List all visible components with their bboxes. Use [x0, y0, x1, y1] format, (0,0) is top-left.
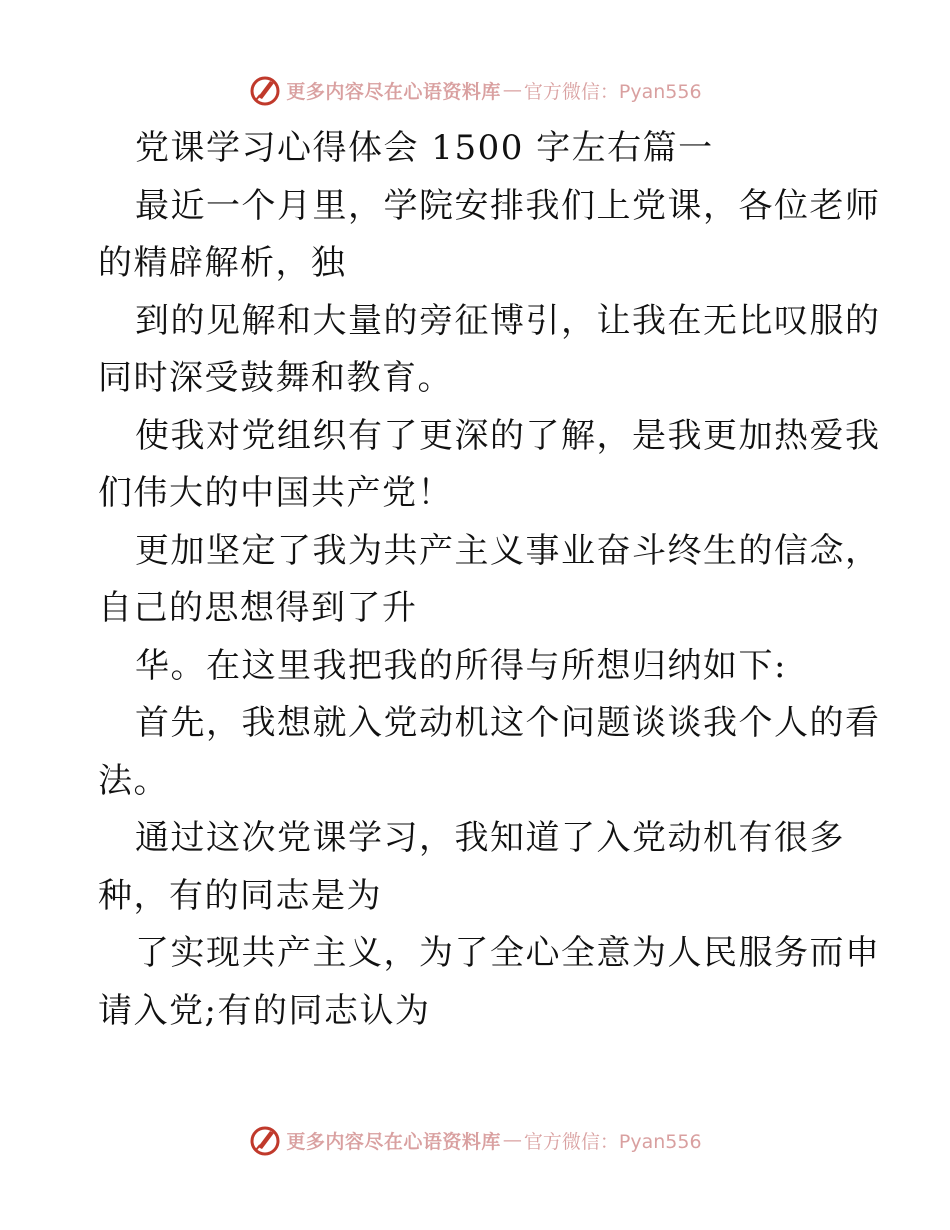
text-line: 法。 — [98, 760, 169, 801]
footer-banner-text: 更多内容尽在心语资料库 — [286, 1130, 501, 1153]
quill-logo-icon — [248, 1123, 282, 1157]
header-wechat: 官方微信：Pyan556 — [523, 80, 702, 103]
footer-watermark — [0, 1120, 950, 1160]
footer-separator: — — [502, 1129, 522, 1151]
header-banner-text: 更多内容尽在心语资料库 — [286, 80, 501, 103]
text-line: 自己的思想得到了升 — [98, 588, 418, 628]
text-line: 请入党;有的同志认为 — [98, 990, 431, 1031]
text-line: 种，有的同志是为 — [98, 875, 382, 916]
text-line: 同时深受鼓舞和教育。 — [98, 358, 453, 398]
document-title: 党课学习心得体会 1500 字左右篇一 — [135, 128, 714, 168]
text-line: 了实现共产主义，为了全心全意为人民服务而申 — [135, 933, 881, 973]
text-line: 通过这次党课学习，我知道了入党动机有很多 — [135, 818, 845, 858]
text-line: 使我对党组织有了更深的了解，是我更加热爱我 — [135, 415, 881, 456]
text-line: 华。在这里我把我的所得与所想归纳如下: — [135, 645, 787, 686]
text-line: 首先，我想就入党动机这个问题谈谈我个人的看 — [135, 703, 881, 743]
document-body — [98, 120, 881, 1040]
text-line: 到的见解和大量的旁征博引，让我在无比叹服的 — [135, 300, 881, 341]
footer-wechat: 官方微信：Pyan556 — [523, 1130, 702, 1153]
text-line: 的精辟解析，独 — [98, 243, 347, 283]
header-watermark — [0, 70, 950, 110]
header-separator: — — [502, 79, 522, 101]
text-line: 们伟大的中国共产党！ — [98, 473, 453, 513]
text-line: 更加坚定了我为共产主义事业奋斗终生的信念， — [135, 530, 881, 571]
text-line: 最近一个月里，学院安排我们上党课，各位老师 — [135, 185, 881, 226]
quill-logo-icon — [248, 73, 282, 107]
